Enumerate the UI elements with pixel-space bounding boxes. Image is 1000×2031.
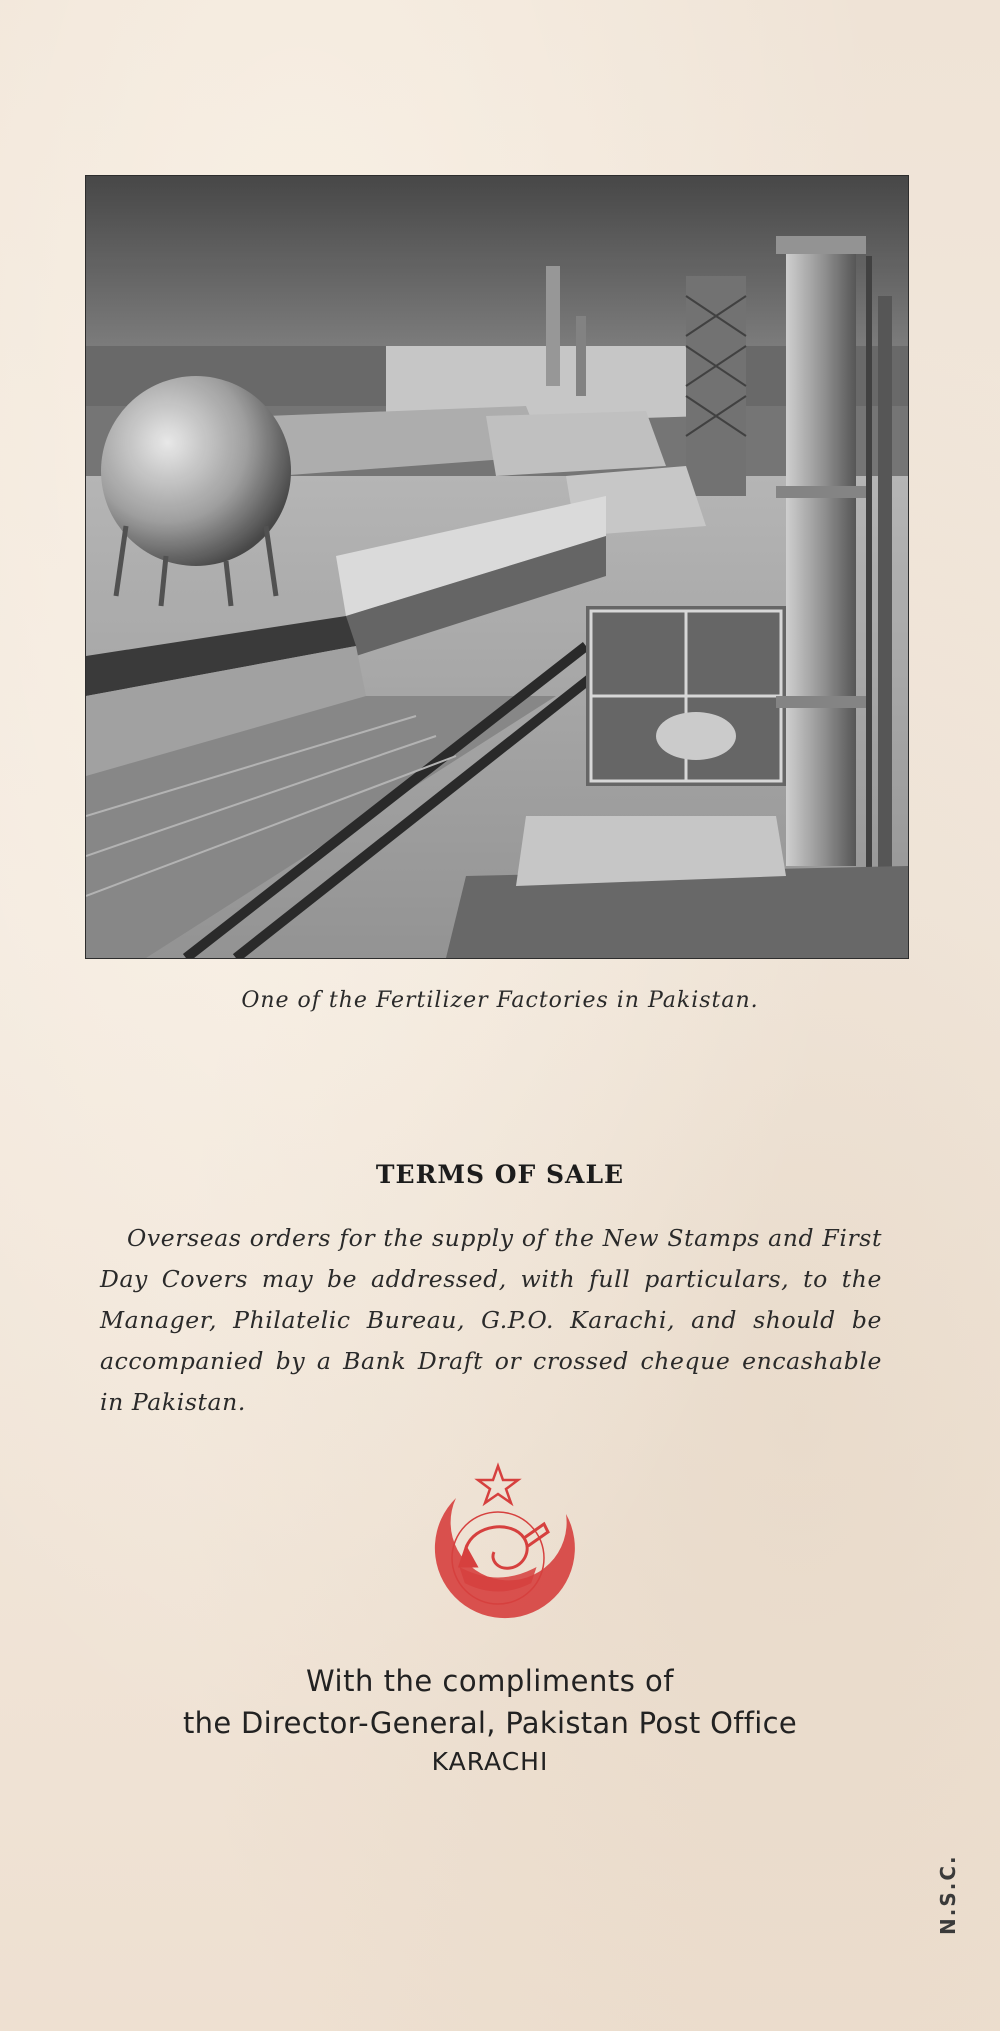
terms-of-sale-heading: TERMS OF SALE	[375, 1160, 625, 1189]
compliments-line-2: the Director-General, Pakistan Post Office	[183, 1706, 797, 1740]
photo-caption: One of the Fertilizer Factories in Pakistan.	[241, 988, 759, 1013]
terms-of-sale-text: Overseas orders for the supply of the New Stamps and First Day Covers may be addressed, with full particulars, to the Manager, Philatelic Bureau, G.P.O. Karachi, and should be accompanied by a Bank Draft or crossed cheque encashable in Pakistan.	[100, 1224, 882, 1416]
factory-photo-illustration	[86, 176, 908, 958]
factory-photo	[86, 176, 908, 958]
compliments-line-1: With the compliments of	[306, 1664, 674, 1698]
compliments-block	[0, 1660, 980, 1780]
pakistan-post-crescent-star-posthorn-icon	[416, 1462, 580, 1622]
pakistan-post-emblem	[416, 1462, 580, 1622]
compliments-line-3: KARACHI	[431, 1747, 549, 1776]
printer-mark: N.S.C.	[936, 1854, 960, 1935]
